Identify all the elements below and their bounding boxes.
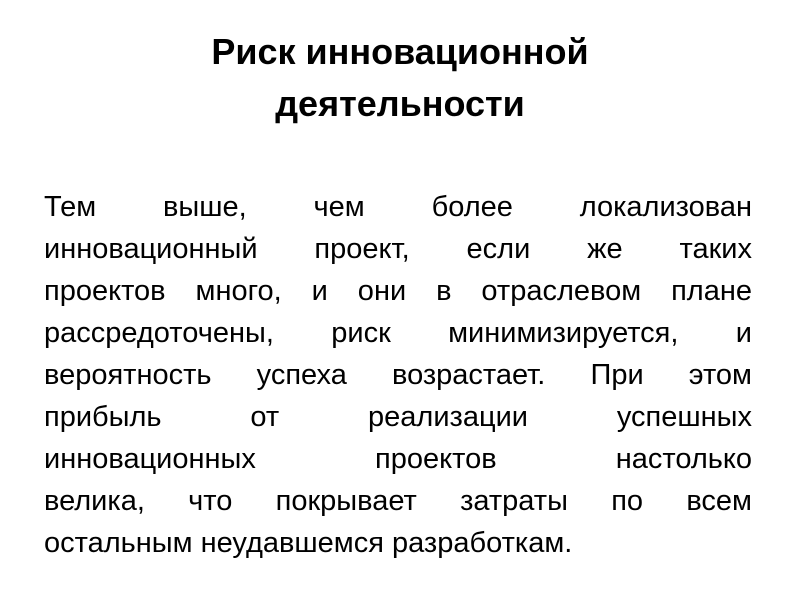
paragraph-line: Тем выше, чем более локализован xyxy=(44,191,752,223)
paragraph-line: инновационных проектов настолько xyxy=(44,443,752,475)
paragraph-line: остальным неудавшемся разработкам. xyxy=(44,527,573,559)
slide-title-line: деятельности xyxy=(275,83,525,124)
paragraph-line: прибыль от реализации успешных xyxy=(44,401,752,433)
slide-title-line: Риск инновационной xyxy=(211,31,589,72)
slide-body-paragraph xyxy=(44,186,752,564)
paragraph-line: вероятность успеха возрастает. При этом xyxy=(44,359,752,391)
paragraph-line: инновационный проект, если же таких xyxy=(44,233,752,265)
paragraph-line: велика, что покрывает затраты по всем xyxy=(44,485,752,517)
paragraph-line: рассредоточены, риск минимизируется, и xyxy=(44,317,752,349)
paragraph-line: проектов много, и они в отраслевом плане xyxy=(44,275,752,307)
slide-title xyxy=(0,26,800,130)
